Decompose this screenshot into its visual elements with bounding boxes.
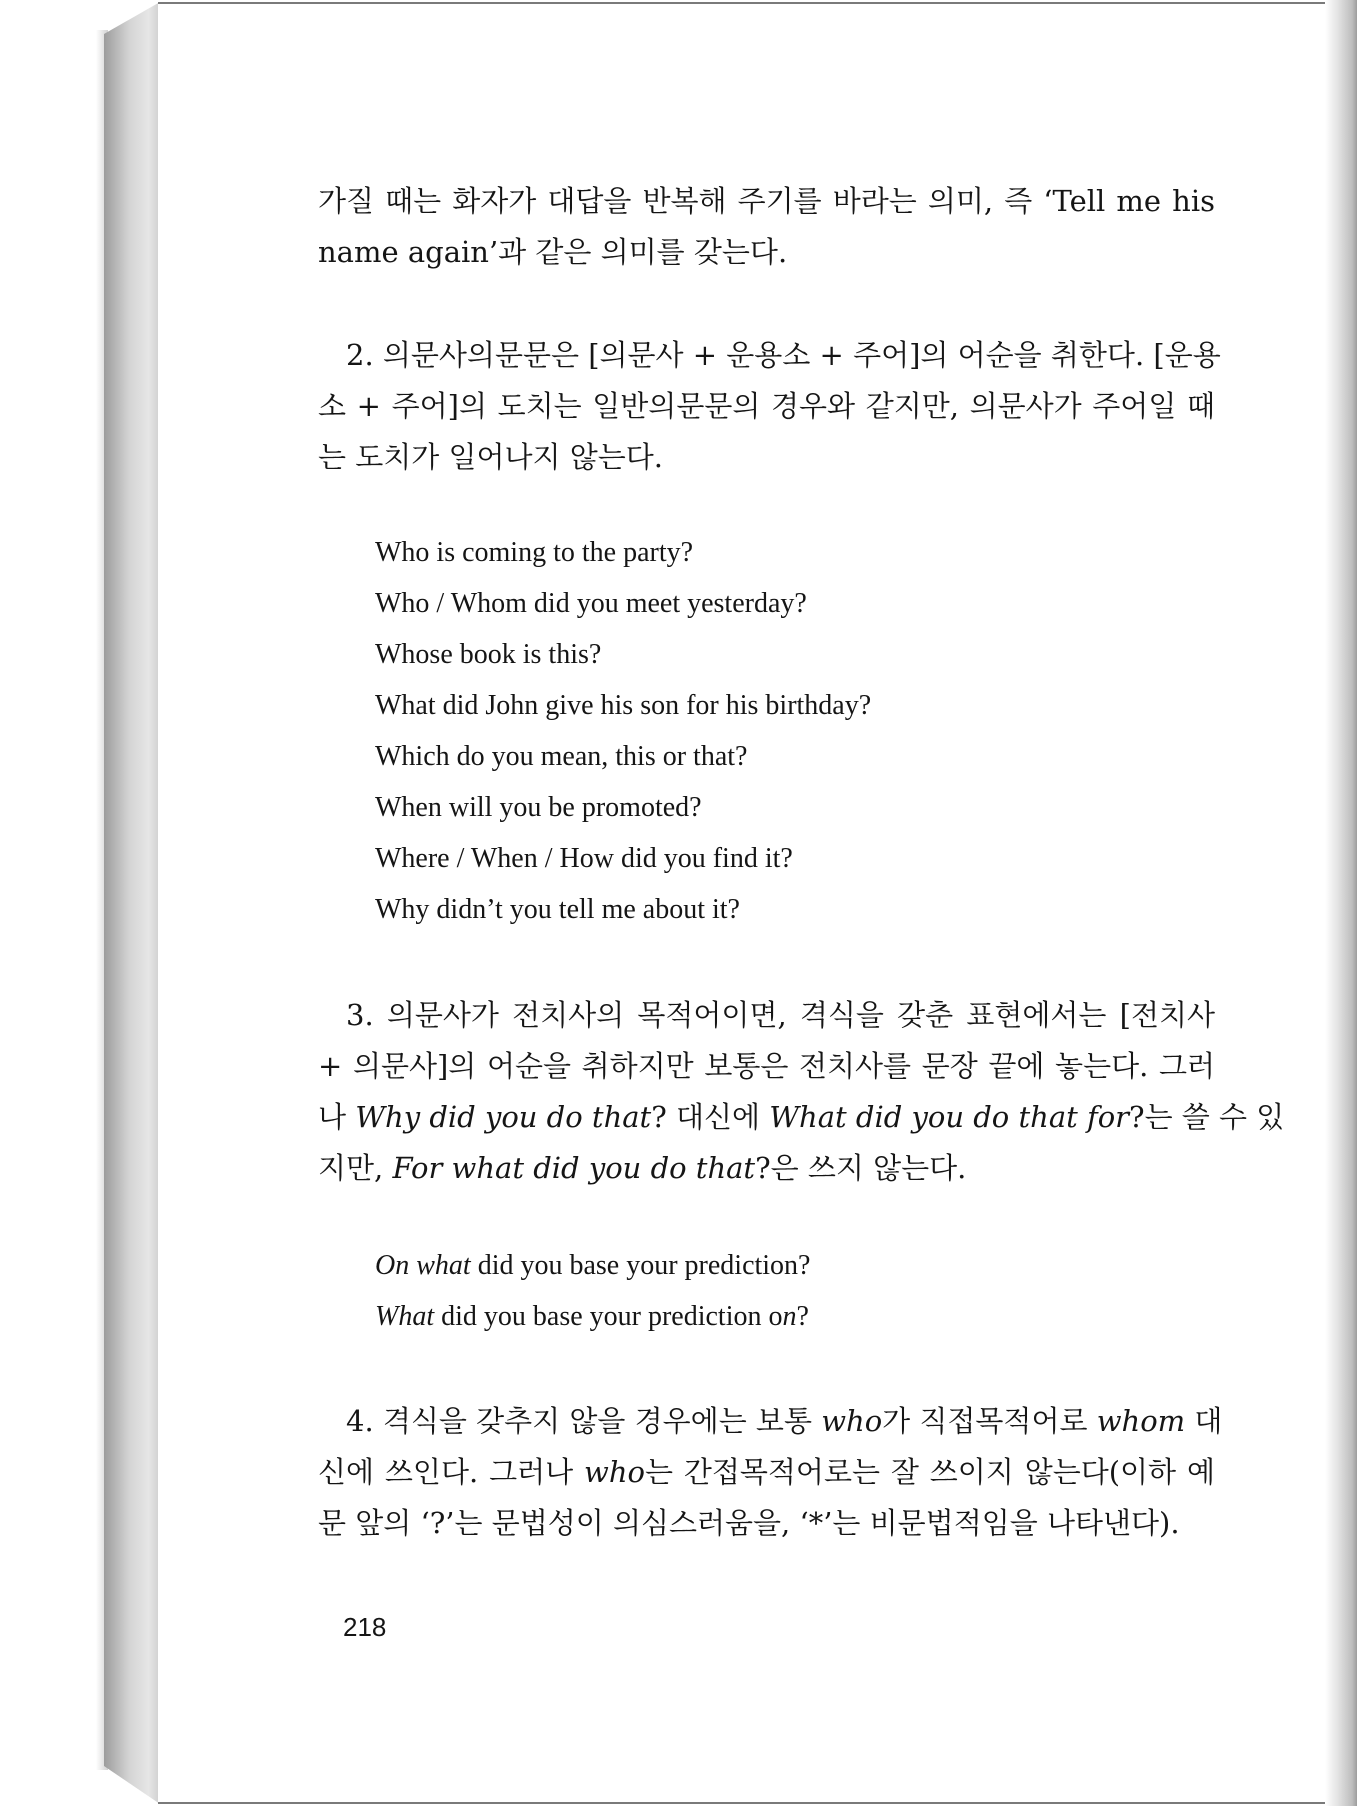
text-run: ? 대신에 <box>651 1100 770 1134</box>
italic-run: What <box>375 1301 435 1332</box>
page-number: 218 <box>343 1612 387 1642</box>
example-sentence: Who is coming to the party? <box>375 537 694 568</box>
example-sentence <box>375 1240 1195 1291</box>
example-sentence: Where / When / How did you find it? <box>375 843 793 874</box>
paragraph-3-line-4 <box>318 1143 1215 1194</box>
text-run: 신에 쓰인다. 그러나 <box>318 1455 584 1489</box>
example-list-1 <box>375 527 1195 935</box>
italic-run: For what did you do that <box>392 1151 756 1185</box>
paragraph-3-line-1: 3. 의문사가 전치사의 목적어이면, 격식을 갖춘 표현에서는 [전치사 <box>346 998 1215 1032</box>
example-sentence: Who / Whom did you meet yesterday? <box>375 588 807 619</box>
paragraph-3-line-3 <box>318 1092 1285 1143</box>
italic-run: Why did you do that <box>355 1100 652 1134</box>
italic-run: who <box>584 1455 645 1489</box>
example-sentence: What did John give his son for his birthday? <box>375 690 872 721</box>
paragraph-1-line-2: name again’과 같은 의미를 갖는다. <box>318 235 788 269</box>
paragraph-2-line-1: 2. 의문사의문문은 [의문사 + 운용소 + 주어]의 어순을 취한다. [운용 <box>346 338 1221 372</box>
text-run: 나 <box>318 1100 356 1134</box>
text-run: 는 간접목적어로는 잘 쓰이지 않는다(이하 예 <box>644 1455 1215 1489</box>
paragraph-4-line-2 <box>318 1447 1215 1498</box>
paragraph-4 <box>318 1396 1223 1549</box>
italic-run: whom <box>1096 1404 1186 1438</box>
italic-run: n <box>782 1301 797 1332</box>
example-sentence: When will you be promoted? <box>375 792 702 823</box>
paragraph-3 <box>318 990 1285 1194</box>
text-run: did you base your prediction o <box>434 1301 783 1332</box>
italic-run: What did you do that for <box>769 1100 1130 1134</box>
example-sentence <box>375 1291 1195 1342</box>
text-run: 대 <box>1185 1404 1223 1438</box>
italic-run: who <box>821 1404 883 1438</box>
example-sentence: Why didn’t you tell me about it? <box>375 894 740 925</box>
paragraph-3-line-2: + 의문사]의 어순을 취하지만 보통은 전치사를 문장 끝에 놓는다. 그러 <box>318 1049 1215 1083</box>
text-run: ? <box>796 1301 809 1332</box>
text-run: did you base your prediction? <box>470 1250 811 1281</box>
paragraph-2-line-3: 는 도치가 일어나지 않는다. <box>318 440 664 474</box>
paragraph-2-line-2: 소 + 주어]의 도치는 일반의문문의 경우와 같지만, 의문사가 주어일 때 <box>318 389 1215 423</box>
text-run: ?는 쓸 수 있 <box>1129 1100 1285 1134</box>
page-right-edge <box>1325 0 1357 1806</box>
example-sentence: Which do you mean, this or that? <box>375 741 748 772</box>
book-spine <box>104 0 160 1806</box>
paragraph-4-line-1 <box>318 1396 1223 1447</box>
paragraph-1-line-1: 가질 때는 화자가 대답을 반복해 주기를 바라는 의미, 즉 ‘Tell me his <box>318 184 1215 218</box>
text-run: ?은 쓰지 않는다. <box>755 1151 967 1185</box>
paragraph-1 <box>318 176 1215 278</box>
italic-run: On what <box>375 1250 471 1281</box>
example-list-2 <box>375 1240 1195 1342</box>
text-run: 지만, <box>318 1151 393 1185</box>
paragraph-2 <box>318 330 1221 483</box>
paragraph-4-line-3: 문 앞의 ‘?’는 문법성이 의심스러움을, ‘*’는 비문법적임을 나타낸다). <box>318 1506 1180 1540</box>
text-run: 4. 격식을 갖추지 않을 경우에는 보통 <box>346 1404 822 1438</box>
example-sentence: Whose book is this? <box>375 639 602 670</box>
text-run: 가 직접목적어로 <box>882 1404 1097 1438</box>
